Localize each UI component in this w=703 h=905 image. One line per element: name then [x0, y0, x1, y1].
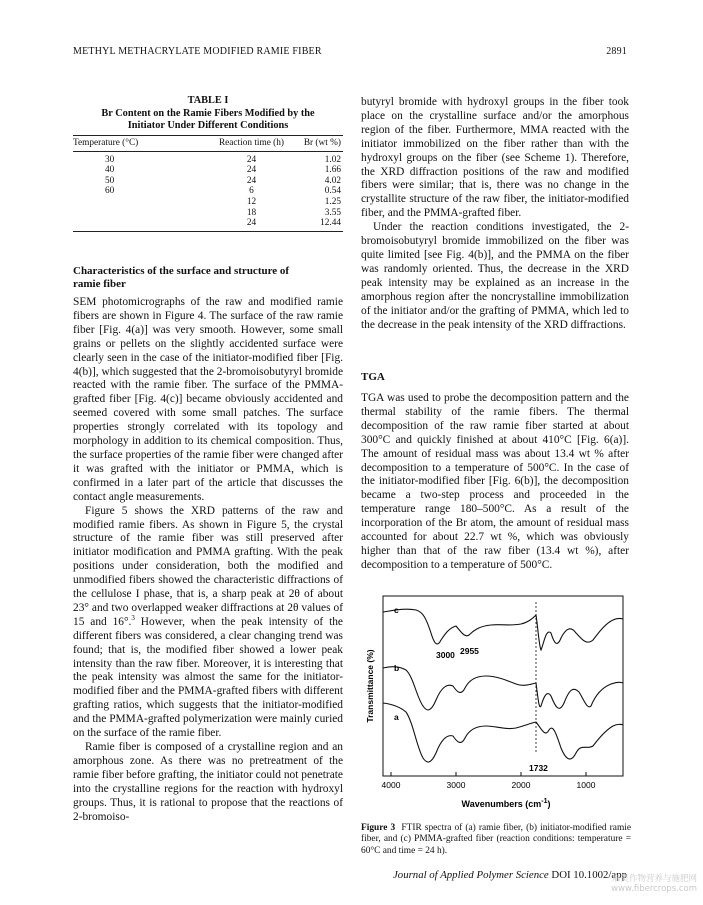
annotation-2955: 2955	[460, 646, 479, 656]
annotation-1732: 1732	[529, 763, 548, 773]
spectrum-b	[383, 667, 623, 710]
x-axis-label-sup: -1	[541, 798, 548, 805]
table-row	[73, 186, 343, 197]
table-row	[73, 218, 343, 231]
reference-superscript: 3	[131, 614, 135, 623]
br-content-table	[73, 135, 343, 232]
x-tick-label: 1000	[576, 780, 596, 790]
table-cell: 30	[105, 154, 115, 165]
table-cell: 40	[105, 165, 115, 176]
section-heading-characteristics	[73, 265, 343, 291]
table-cell: 60	[105, 186, 115, 197]
table-row	[73, 165, 343, 176]
x-tick-label: 3000	[446, 780, 466, 790]
journal-footer	[393, 869, 627, 881]
table-cell: 1.66	[324, 165, 341, 176]
x-axis-label-main: Wavenumbers (cm	[461, 799, 542, 809]
watermark-line: 麻类作物营养与施肥网	[611, 874, 697, 884]
table-cell: 4.02	[324, 175, 341, 186]
table-caption	[73, 95, 343, 133]
paragraph-text: However, when the peak intensity of the different fibers was considered, a clear changing trend was found; that is, the modified fiber showed a lower peak intensity than the raw fiber. Moreover, it is interesting that the peak intensity was almost the same for the initiator-modified fiber and the PMMA-grafted fibers with different grafting ratios, which suggests that the initiator-modified and the PMMA-grafted polymerization were mainly curied on the surface of the ramie fiber.	[73, 615, 343, 740]
paragraph	[73, 505, 343, 741]
left-column-body	[73, 296, 343, 824]
table-cell: 18	[246, 207, 257, 218]
section-heading-tga: TGA	[361, 371, 385, 383]
table-row	[73, 197, 343, 208]
figure-label: Figure 3	[361, 823, 396, 833]
y-axis-label: Transmittance (%)	[365, 649, 375, 723]
table-caption-line1: Br Content on the Ramie Fibers Modified by the	[101, 107, 315, 119]
table-cell: 12.44	[293, 218, 343, 231]
journal-name: Journal of Applied Polymer Science	[393, 869, 549, 881]
watermark-line: www.fibercrops.com	[611, 884, 697, 894]
paragraph-text: Figure 5 shows the XRD patterns of the raw and modified ramie fibers. As shown in Figure 5, the crystal structure of the ramie fiber was still preserved after initiator modification and PMMA grafting. With the peak positions under consideration, both the modified and unmodified fibers showed the characteristic diffractions of the cellulose I phase, that is, a sharp peak at 2θ of about 23° and two overlapped weaker diffractions at 2θ values of 15 and 16°.	[73, 504, 343, 628]
right-column-tga-body	[361, 392, 629, 573]
table-cell: 24	[246, 154, 257, 165]
table-label: TABLE I	[187, 95, 229, 106]
table-cell: 12	[246, 196, 257, 207]
paragraph: TGA was used to probe the decomposition pattern and the thermal stability of the ramie fibers. The thermal decomposition of the raw ramie fiber started at about 300°C and quickly finished at about 410°C [Fig. 6(a)]. The amount of residual mass was about 13.4 wt % after decomposition to a temperature of 500°C. In the case of the initiator-modified fiber [Fig. 6(b)], the decomposition became a two-step process and proceeded in the temperature range 180–500°C. As a result of the incorporation of the Br atom, the amount of residual mass accounted for about 22.7 wt %, which was obviously higher than that of the raw fiber (13.4 wt %), after decomposition to a temperature of 500°C.	[361, 392, 629, 571]
doi: DOI 10.1002/app	[551, 869, 627, 881]
x-axis-label-tail: )	[547, 799, 551, 809]
x-tick-label: 4000	[381, 780, 401, 790]
figure-caption-text: FTIR spectra of (a) ramie fiber, (b) initiator-modified ramie fiber, and (c) PMMA-grafted fiber (reaction conditions: temperature = 60°C and time = 24 h).	[361, 823, 632, 856]
column-header-br: Br (wt %)	[293, 136, 343, 152]
section-heading-line: ramie fiber	[73, 278, 126, 290]
x-axis-label	[462, 798, 551, 809]
paragraph: Ramie fiber is composed of a crystalline region and an amorphous zone. As there was no pretreatment of the ramie fiber before grafting, the initiator could not penetrate into the crystalline regions for the reaction with hydroxyl groups. Thus, it is rational to propose that the reactions of 2-bromoiso-	[73, 741, 343, 823]
table-caption-line2: Initiator Under Different Conditions	[127, 120, 289, 132]
x-tick-label: 2000	[511, 780, 531, 790]
ftir-figure	[361, 588, 629, 820]
annotation-3000: 3000	[436, 650, 455, 660]
paragraph: butyryl bromide with hydroxyl groups in the fiber took place on the crystalline surface and/or the amorphous region of the fiber. Furthermore, MMA reacted with the initiator immobilized on the fiber rather than with the hydroxyl groups on the fiber (see Scheme 1). Therefore, the XRD diffraction positions of the raw and modified fibers were similar; that is, there was no change in the crystallite structure of the raw fiber, the initiator-modified fiber, and the PMMA-grafted fiber.	[361, 96, 629, 220]
right-column-body	[361, 96, 629, 332]
table-cell: 24	[246, 175, 257, 186]
column-header-temperature: Temperature (°C)	[73, 136, 210, 152]
paragraph: Under the reaction conditions investigated, the 2-bromoisobutyryl bromide immobilized on the fiber was quite limited [see Fig. 4(b)], and the PMMA on the fiber was randomly oriented. Thus, the decrease in the XRD peak intensity may be explained as an increase in the amorphous region after the noncrystalline immobilization of the initiator and/or the grafting of PMMA, which led to the decrease in the peak intensity of the XRD diffractions.	[361, 221, 629, 331]
page-number: 2891	[606, 46, 627, 57]
table-row	[73, 208, 343, 219]
figure-caption	[361, 823, 631, 857]
table-header-row	[73, 136, 343, 152]
series-label-a: a	[394, 712, 399, 722]
series-label-c: c	[394, 605, 399, 615]
table-cell: 1.25	[324, 196, 341, 207]
table-cell	[73, 197, 210, 208]
column-header-reaction-time: Reaction time (h)	[210, 136, 293, 152]
watermark	[611, 874, 697, 894]
paragraph: SEM photomicrographs of the raw and modified ramie fibers are shown in Figure 4. The surface of the raw ramie fiber [Fig. 4(a)] was very smooth. However, some small grains or pellets on the slightly accidented surface were clearly seen in the case of the initiator-modified fiber [Fig. 4(b)], which suggested that the 2-bromoisobutyryl bromide reacted with the ramie fiber. The surface of the PMMA-grafted fiber [Fig. 4(c)] became obviously accidented and seemed covered with some small patches. The surface properties strongly correlated with its topology and morphology in addition to its chemical composition. Thus, the surface properties of the ramie fiber were changed after it was grafted with the initiator or PMMA, which is confirmed in a later part of the article that discusses the contact angle measurements.	[73, 296, 343, 503]
table-cell: 1.02	[324, 154, 341, 165]
table-cell: 6	[249, 186, 254, 197]
table-row	[73, 176, 343, 187]
table-cell: 50	[105, 175, 115, 186]
table-cell: 3.55	[324, 207, 341, 218]
section-heading-line: Characteristics of the surface and structure of	[73, 265, 290, 277]
table-cell: 0.54	[324, 186, 341, 197]
table-row	[73, 151, 343, 165]
spectrum-a	[383, 703, 623, 762]
table-cell: 24	[210, 218, 293, 231]
spectrum-c	[383, 609, 623, 650]
table-cell: 24	[246, 165, 257, 176]
series-label-b: b	[394, 663, 400, 673]
running-title: METHYL METHACRYLATE MODIFIED RAMIE FIBER	[73, 46, 322, 57]
table-cell	[73, 208, 210, 219]
table-cell	[73, 218, 210, 231]
